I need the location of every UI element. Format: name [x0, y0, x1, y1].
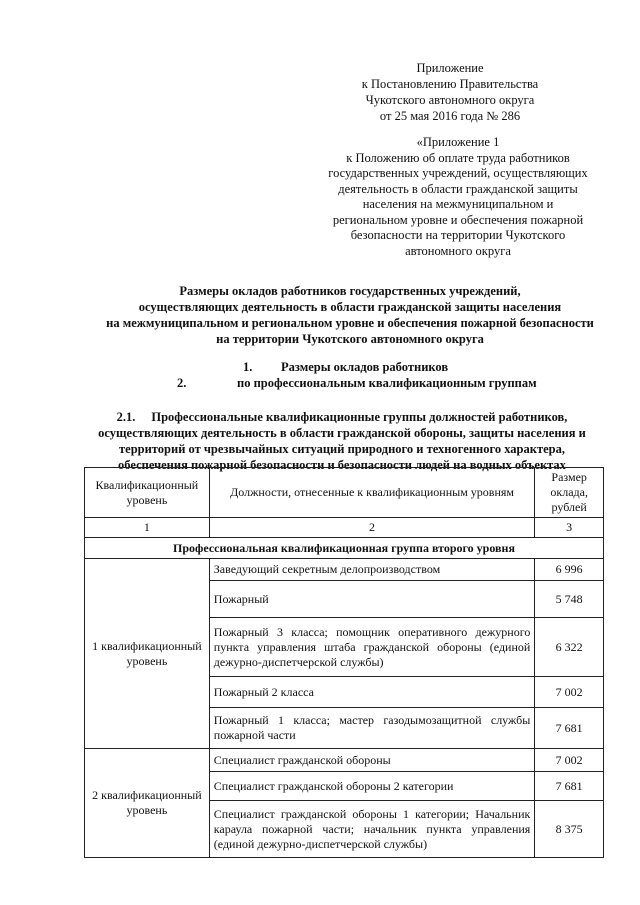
section-number: 2. — [177, 376, 187, 390]
position-cell: Пожарный 2 класса — [209, 677, 535, 708]
salary-cell: 8 375 — [535, 801, 604, 858]
appendix-line: к Постановлению Правительства — [361, 77, 539, 91]
column-number: 3 — [535, 518, 604, 538]
table-row — [85, 749, 604, 772]
level-name: 1 квалификационный уровень — [85, 559, 210, 749]
position-cell: Специалист гражданской обороны — [209, 749, 535, 772]
appendix-sub-line: к Положению об оплате труда работников — [346, 150, 570, 165]
section-text: Размеры окладов работников — [281, 360, 449, 374]
appendix-sub-header — [316, 135, 600, 259]
header-level: Квалификационный уровень — [85, 468, 210, 518]
group-title-row — [85, 538, 604, 559]
section-text: по профессиональным квалификационным группам — [237, 376, 537, 390]
section-heading — [150, 359, 570, 391]
subsection-text: Профессиональные квалификационные группы должностей работников, — [151, 410, 568, 424]
position-cell: Специалист гражданской обороны 1 категории; Начальник караула пожарной части; начальник пункта управления (единой дежурно-диспетчерской службы) — [209, 801, 535, 858]
appendix-line: Приложение — [416, 61, 484, 75]
appendix-sub-line: региональном уровне и обеспечения пожарной — [332, 212, 584, 227]
salary-cell: 7 002 — [535, 749, 604, 772]
appendix-sub-line: безопасности на территории Чукотского — [350, 228, 566, 242]
appendix-sub-line: деятельность в области гражданской защиты — [338, 181, 578, 196]
column-number-row — [85, 518, 604, 538]
section-item — [150, 359, 570, 375]
salary-cell: 6 322 — [535, 618, 604, 677]
position-cell: Пожарный 1 класса; мастер газодымозащитной службы пожарной части — [209, 708, 535, 749]
salary-cell: 6 996 — [535, 559, 604, 581]
group-title: Профессиональная квалификационная группа второго уровня — [85, 538, 604, 559]
salary-cell: 7 002 — [535, 677, 604, 708]
subsection-heading — [82, 409, 602, 473]
column-number: 1 — [85, 518, 210, 538]
main-title-line: на территории Чукотского автономного округа — [216, 332, 484, 346]
appendix-sub-line: государственных учреждений, осуществляющих — [328, 166, 588, 180]
salary-cell: 7 681 — [535, 708, 604, 749]
position-cell: Специалист гражданской обороны 2 категории — [209, 772, 535, 801]
position-cell: Пожарный — [209, 581, 535, 618]
salary-cell: 5 748 — [535, 581, 604, 618]
subsection-line — [82, 409, 602, 425]
appendix-sub-line: «Приложение 1 — [416, 135, 500, 149]
column-number: 2 — [209, 518, 535, 538]
level-name: 2 квалификационный уровень — [85, 749, 210, 858]
table-row — [85, 559, 604, 581]
header-salary: Размер оклада, рублей — [535, 468, 604, 518]
subsection-line: осуществляющих деятельность в области гражданской обороны, защиты населения и — [98, 426, 586, 440]
appendix-header — [300, 60, 600, 124]
salary-table — [84, 467, 604, 858]
appendix-sub-line: автономного округа — [405, 243, 511, 258]
main-title-line: на межмуниципальном и региональном уровне и обеспечения пожарной безопасности — [106, 316, 594, 330]
main-title — [80, 283, 620, 347]
section-number: 1. — [243, 360, 253, 374]
table-header-row — [85, 468, 604, 518]
position-cell: Пожарный 3 класса; помощник оперативного дежурного пункта управления штаба гражданской обороны (единой дежурно-диспетчерской службы) — [209, 618, 535, 677]
main-title-line: Размеры окладов работников государственных учреждений, — [179, 284, 521, 298]
appendix-sub-line: населения на межмуниципальном и — [362, 197, 554, 211]
subsection-line: территорий от чрезвычайных ситуаций природного и техногенного характера, — [119, 442, 565, 456]
header-positions: Должности, отнесенные к квалификационным уровням — [209, 468, 535, 518]
section-item — [150, 375, 570, 391]
subsection-line: обеспечения пожарной безопасности и безопасности людей на водных объектах — [118, 458, 566, 472]
subsection-number: 2.1. — [116, 410, 136, 424]
appendix-line: Чукотского автономного округа — [365, 93, 535, 107]
appendix-line: от 25 мая 2016 года № 286 — [379, 109, 521, 123]
main-title-line: осуществляющих деятельность в области гражданской защиты населения — [138, 300, 562, 314]
salary-cell: 7 681 — [535, 772, 604, 801]
position-cell: Заведующий секретным делопроизводством — [209, 559, 535, 581]
